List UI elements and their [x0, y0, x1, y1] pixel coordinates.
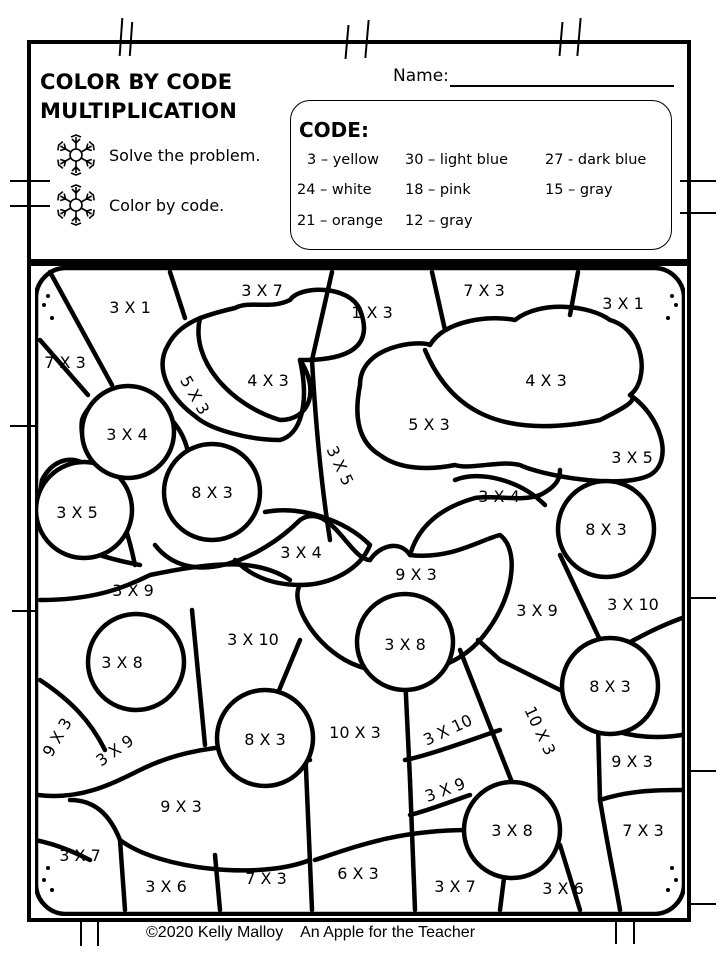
problem-label[interactable]: 3 X 8 [384, 635, 426, 654]
instruction-text: Solve the problem. [109, 145, 261, 165]
problem-label[interactable]: 10 X 3 [329, 723, 381, 742]
instruction-text: Color by code. [109, 195, 225, 215]
problem-label[interactable]: 4 X 3 [247, 371, 289, 390]
coloring-picture[interactable] [35, 266, 685, 916]
instruction-color [55, 184, 224, 226]
problem-label[interactable]: 3 X 7 [434, 877, 476, 896]
code-item: 24 – white [297, 182, 372, 198]
problem-label[interactable]: 5 X 3 [176, 372, 214, 418]
problem-label[interactable]: 3 X 9 [422, 773, 468, 806]
title-line-1: COLOR BY CODE [40, 70, 233, 94]
problem-label[interactable]: 3 X 6 [542, 879, 584, 898]
problem-label[interactable]: 9 X 3 [160, 797, 202, 816]
problem-label[interactable]: 3 X 9 [112, 581, 154, 600]
code-item: 30 – light blue [405, 152, 509, 168]
problem-label[interactable]: 7 X 3 [463, 281, 505, 300]
copyright-footer: ©2020 Kelly Malloy An Apple for the Teacher [146, 924, 476, 941]
name-line [450, 85, 674, 87]
problem-label[interactable]: 3 X 1 [602, 294, 644, 313]
problem-label[interactable]: 5 X 3 [408, 415, 450, 434]
problem-label[interactable]: 1 X 3 [351, 303, 393, 322]
problem-label[interactable]: 9 X 3 [611, 752, 653, 771]
code-title: CODE: [299, 118, 369, 142]
problem-label[interactable]: 3 X 10 [607, 595, 659, 614]
code-item: 12 – gray [405, 213, 473, 229]
problem-label[interactable]: 8 X 3 [191, 483, 233, 502]
problem-label[interactable]: 8 X 3 [244, 730, 286, 749]
code-item: 27 - dark blue [545, 152, 647, 168]
problem-label[interactable]: 3 X 4 [478, 487, 520, 506]
code-item: 15 – gray [545, 182, 613, 198]
problem-label[interactable]: 3 X 5 [56, 503, 98, 522]
problem-label[interactable]: 4 X 3 [525, 371, 567, 390]
problem-label[interactable]: 3 X 7 [59, 846, 101, 865]
problem-label[interactable]: 3 X 7 [241, 281, 283, 300]
code-item: 3 – yellow [307, 152, 379, 168]
problem-label[interactable]: 9 X 3 [38, 714, 76, 760]
instruction-solve [55, 134, 260, 176]
problem-label[interactable]: 7 X 3 [245, 869, 287, 888]
problem-label[interactable]: 3 X 5 [611, 448, 653, 467]
problem-label[interactable]: 3 X 9 [516, 601, 558, 620]
problem-label[interactable]: 3 X 6 [145, 877, 187, 896]
problem-label[interactable]: 10 X 3 [520, 703, 560, 759]
problem-label[interactable]: 3 X 8 [101, 653, 143, 672]
header-divider [27, 259, 691, 266]
problem-label[interactable]: 6 X 3 [337, 864, 379, 883]
problem-label[interactable]: 8 X 3 [589, 677, 631, 696]
problem-label[interactable]: 9 X 3 [395, 565, 437, 584]
problem-label[interactable]: 3 X 10 [227, 630, 279, 649]
code-item: 18 – pink [405, 182, 471, 198]
problem-label[interactable]: 3 X 4 [280, 543, 322, 562]
code-item: 21 – orange [297, 213, 383, 229]
problem-label[interactable]: 7 X 3 [44, 353, 86, 372]
snowflake-icon [55, 134, 97, 176]
snowflake-icon [55, 184, 97, 226]
problem-label[interactable]: 3 X 9 [92, 730, 138, 771]
problem-label[interactable]: 3 X 10 [420, 710, 476, 750]
problem-label[interactable]: 3 X 1 [109, 298, 151, 317]
name-label: Name: [393, 66, 449, 86]
problem-label[interactable]: 3 X 4 [106, 425, 148, 444]
problem-label[interactable]: 3 X 5 [322, 442, 358, 489]
problem-label[interactable]: 8 X 3 [585, 520, 627, 539]
title-line-2: MULTIPLICATION [40, 99, 237, 123]
worksheet-title [40, 68, 237, 126]
problem-label[interactable]: 3 X 8 [491, 821, 533, 840]
problem-label[interactable]: 7 X 3 [622, 821, 664, 840]
